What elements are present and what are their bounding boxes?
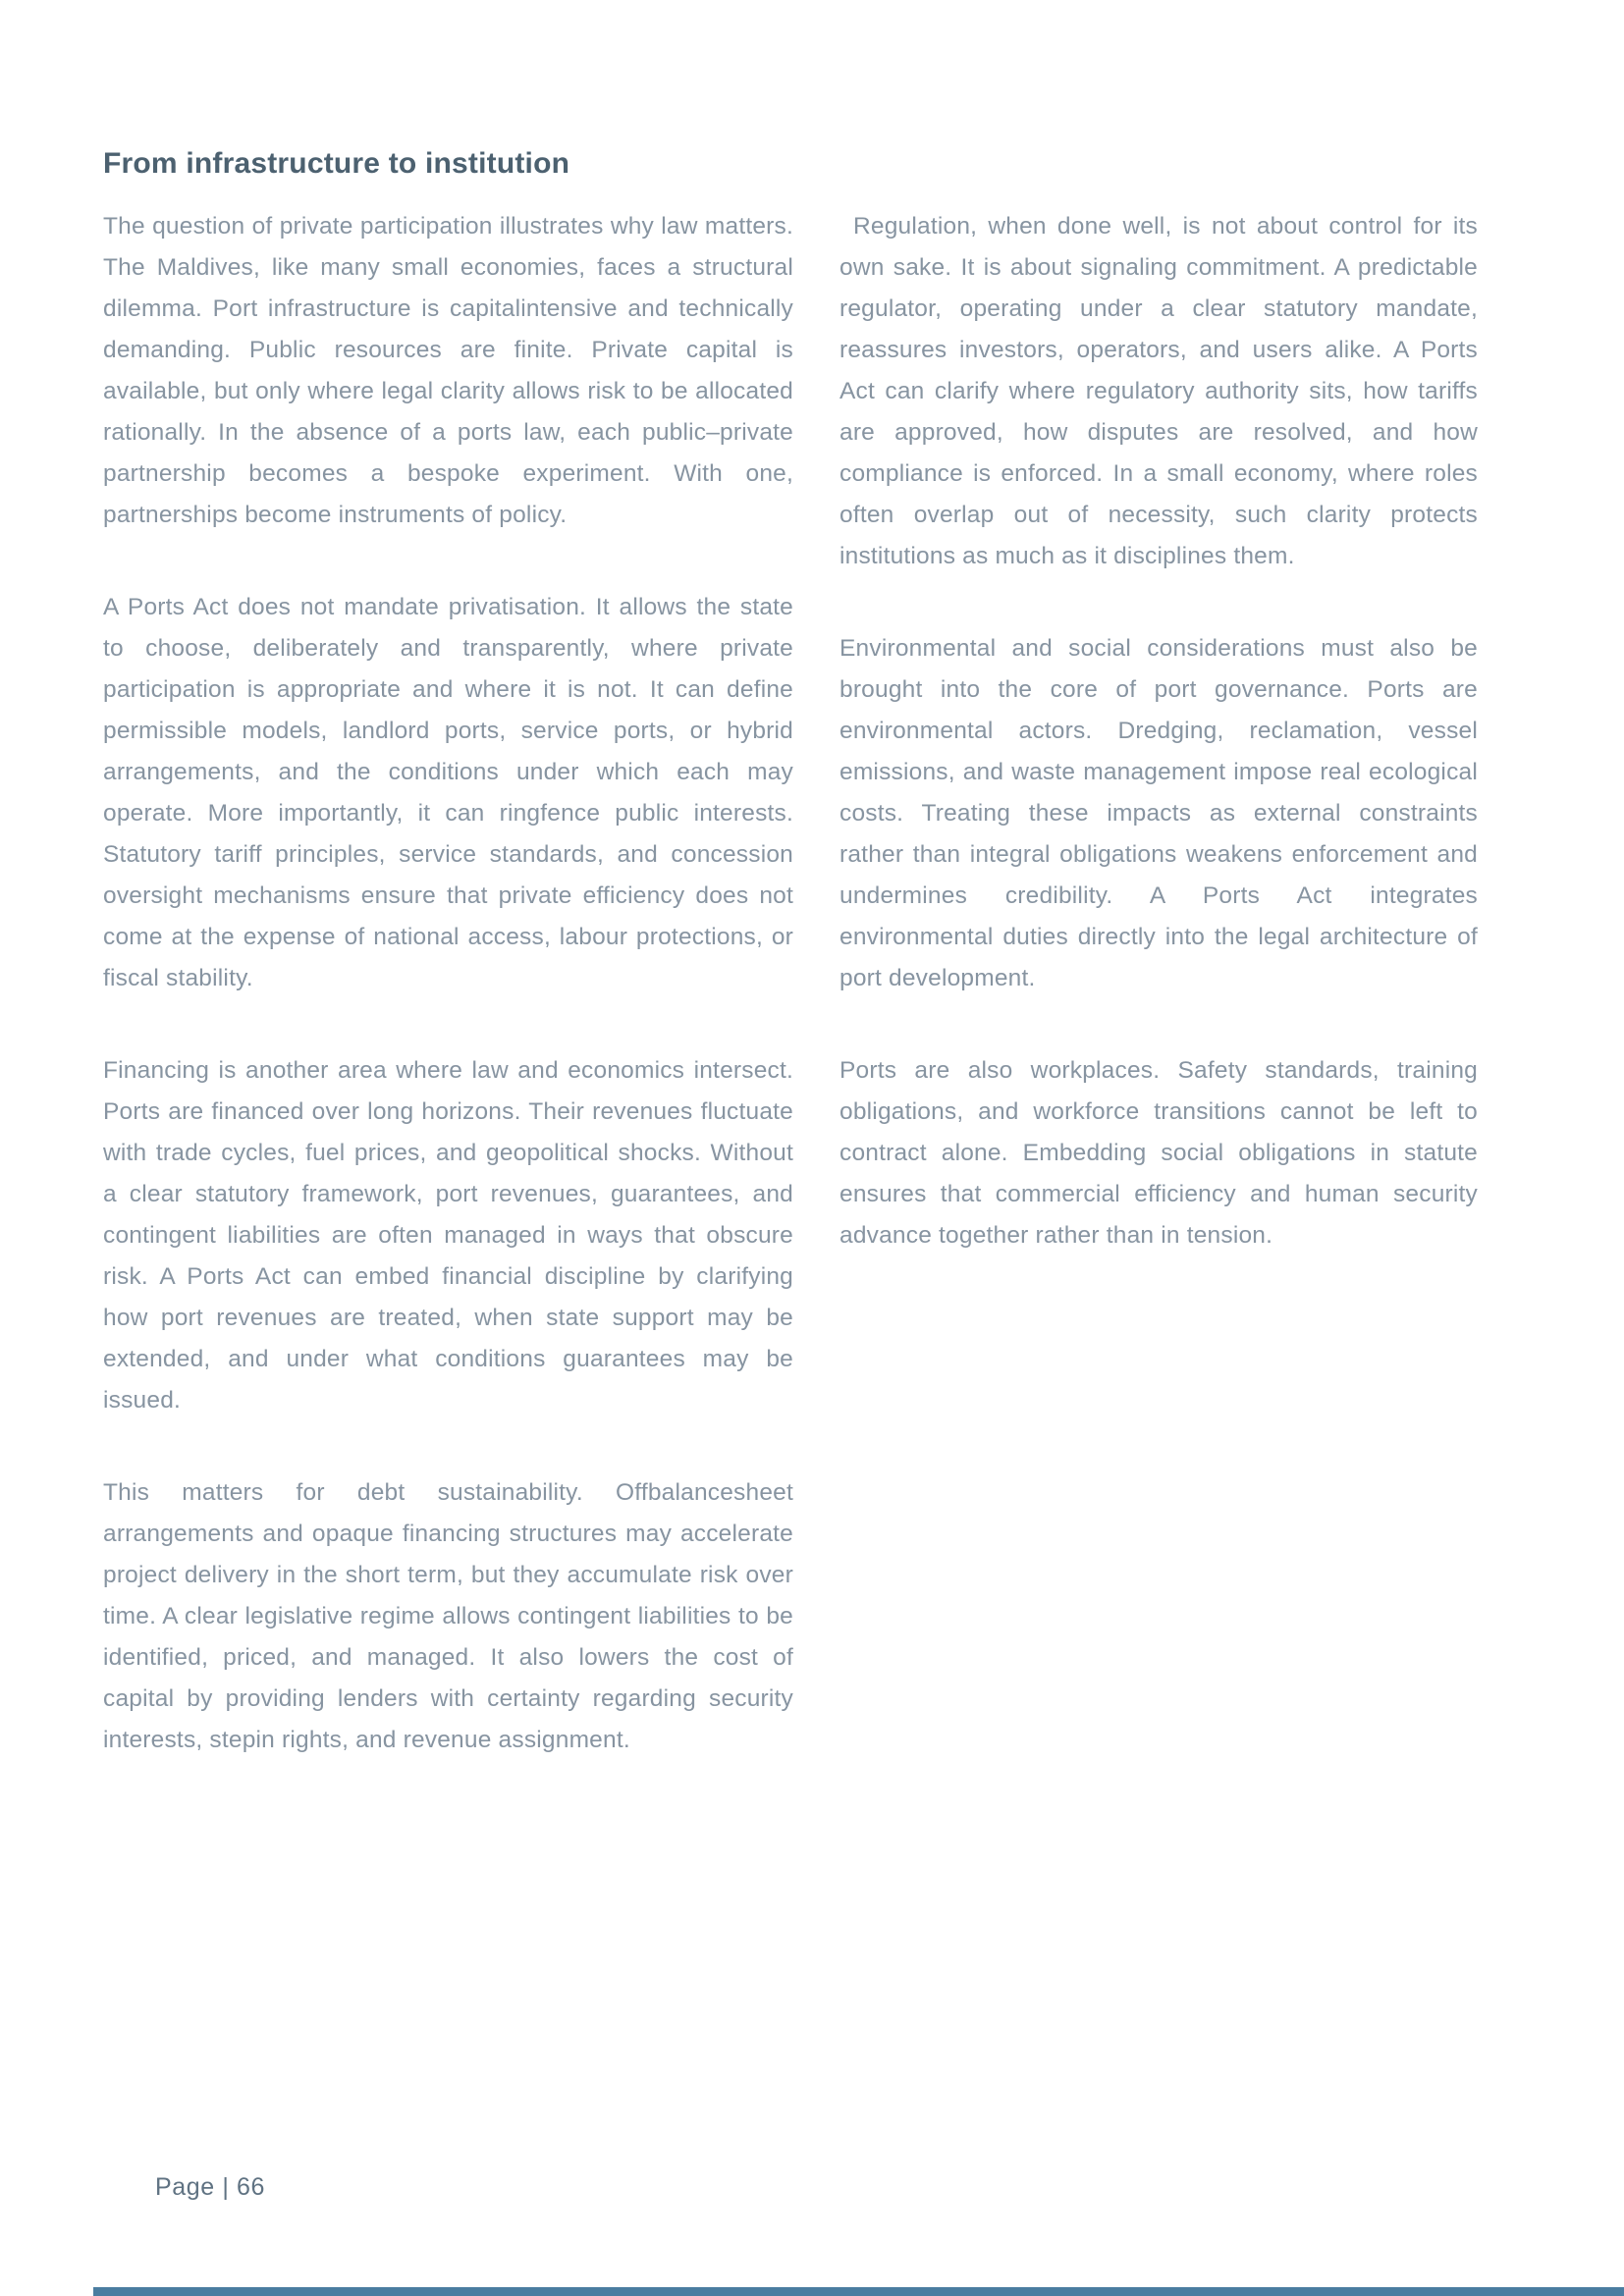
footer-accent-bar: [93, 2287, 1624, 2296]
paragraph: A Ports Act does not mandate privatisation. It allows the state to choose, deliberately and transparently, where private participation is appropriate and where it is not. It can define permissible models, landlord ports, service ports, or hybrid arrangements, and the conditions under which each may operate. More importantly, it can ringfence public interests. Statutory tariff principles, service standards, and concession oversight mechanisms ensure that private efficiency does not come at the expense of national access, labour protections, or fiscal stability.: [103, 594, 793, 991]
two-column-layout: [103, 206, 1624, 1812]
paragraph: Financing is another area where law and economics intersect. Ports are financed over long horizons. Their revenues fluctuate with trade cycles, fuel prices, and geopolitical shocks. Without a clear statutory framework, port revenues, guarantees, and contingent liabilities are often managed in ways that obscure risk. A Ports Act can embed financial discipline by clarifying how port revenues are treated, when state support may be extended, and under what conditions guarantees may be issued.: [103, 1057, 793, 1414]
left-column: [103, 206, 793, 1812]
paragraph: Ports are also workplaces. Safety standards, training obligations, and workforce transitions cannot be left to contract alone. Embedding social obligations in statute ensures that commercial efficiency and human security advance together rather than in tension.: [839, 1057, 1478, 1249]
paragraph: The question of private participation illustrates why law matters. The Maldives, like many small economies, faces a structural dilemma. Port infrastructure is capitalintensive and technically demanding. Public resources are finite. Private capital is available, but only where legal clarity allows risk to be allocated rationally. In the absence of a ports law, each public–private partnership becomes a bespoke experiment. With one, partnerships become instruments of policy.: [103, 213, 793, 528]
paragraph: Environmental and social considerations must also be brought into the core of port governance. Ports are environmental actors. Dredging, reclamation, vessel emissions, and waste management impose real ecological costs. Treating these impacts as external constraints rather than integral obligations weakens enforcement and undermines credibility. A Ports Act integrates environmental duties directly into the legal architecture of port development.: [839, 635, 1478, 991]
page-title: From infrastructure to institution: [103, 147, 570, 180]
paragraph: Regulation, when done well, is not about control for its own sake. It is about signaling commitment. A predictable regulator, operating under a clear statutory mandate, reassures investors, operators, and users alike. A Ports Act can clarify where regulatory authority sits, how tariffs are approved, how disputes are resolved, and how compliance is enforced. In a small economy, where roles often overlap out of necessity, such clarity protects institutions as much as it disciplines them.: [839, 213, 1478, 569]
page-number: Page | 66: [155, 2173, 265, 2201]
paragraph: This matters for debt sustainability. Offbalancesheet arrangements and opaque financing structures may accelerate project delivery in the short term, but they accumulate risk over time. A clear legislative regime allows contingent liabilities to be identified, priced, and managed. It also lowers the cost of capital by providing lenders with certainty regarding security interests, stepin rights, and revenue assignment.: [103, 1479, 793, 1753]
right-column: [839, 206, 1478, 1308]
